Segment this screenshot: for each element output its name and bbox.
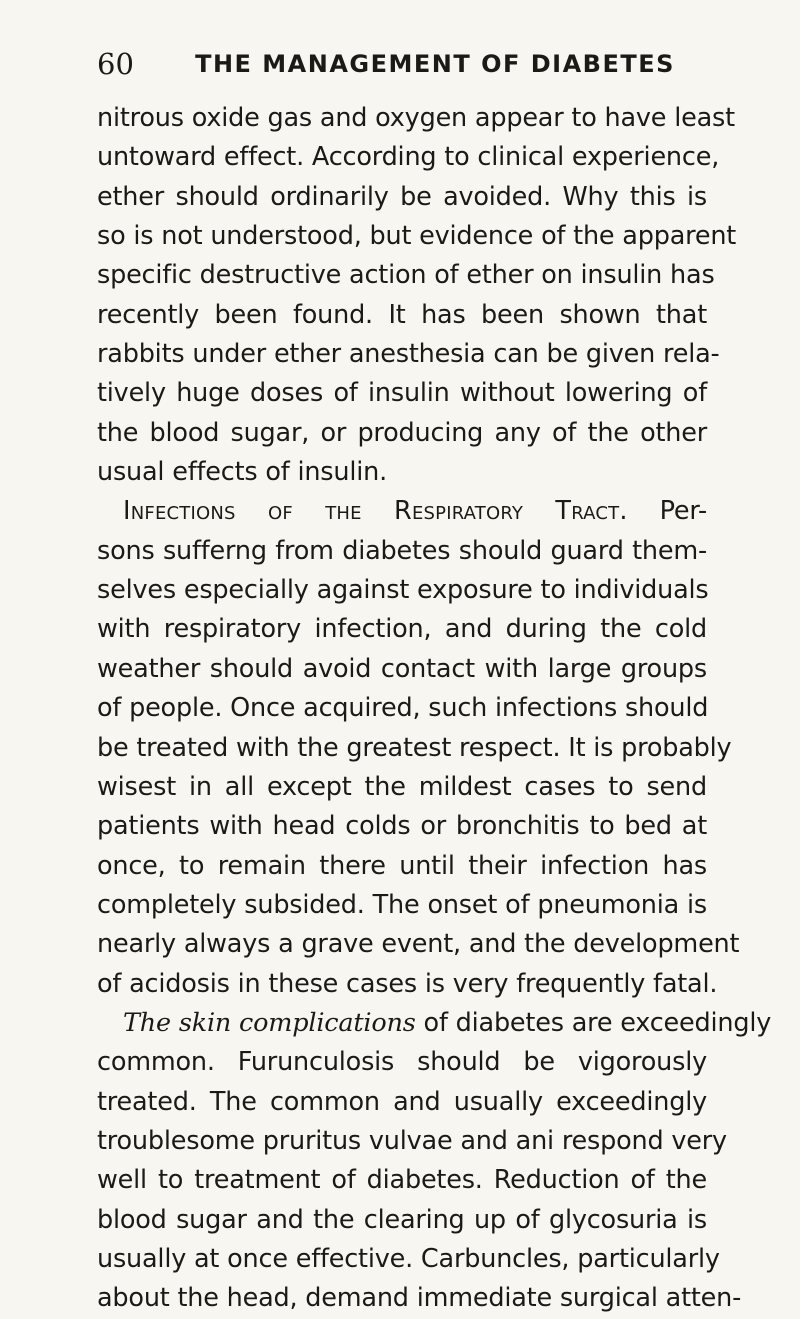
running-head: THE MANAGEMENT OF DIABETES <box>195 50 675 78</box>
text-line: sons sufferng from diabetes should guard them- <box>97 535 707 566</box>
text-line: the blood sugar, or producing any of the other <box>97 417 707 448</box>
text-line: blood sugar and the clearing up of glycosuria is <box>97 1204 707 1235</box>
text-line: with respiratory infection, and during the cold <box>97 614 707 645</box>
text-line: be treated with the greatest respect. It is probably <box>97 732 732 763</box>
text-line: about the head, demand immediate surgical atten- <box>97 1283 742 1314</box>
text-line: so is not understood, but evidence of the apparent <box>97 221 737 252</box>
text-line <box>97 492 707 531</box>
text-line: common. Furunculosis should be vigorously <box>97 1047 707 1078</box>
text-line: usually at once effective. Carbuncles, particularly <box>97 1243 720 1274</box>
text-line: well to treatment of diabetes. Reduction of the <box>97 1165 707 1196</box>
text-line: rabbits under ether anesthesia can be given rela- <box>97 339 720 370</box>
page-number: 60 <box>97 47 134 81</box>
text-line: nearly always a grave event, and the development <box>97 929 740 960</box>
text-line: recently been found. It has been shown that <box>97 299 707 330</box>
text-line: completely subsided. The onset of pneumonia is <box>97 889 707 920</box>
section-heading-respiratory: Infections of the Respiratory Tract. <box>123 496 628 527</box>
text-line: nitrous oxide gas and oxygen appear to have least <box>97 103 735 133</box>
text-line: once, to remain there until their infection has <box>97 850 707 881</box>
text-line: ether should ordinarily be avoided. Why this is <box>97 181 707 212</box>
body-text <box>97 99 772 1319</box>
text-line: troublesome pruritus vulvae and ani respond very <box>97 1125 727 1156</box>
text-line: of people. Once acquired, such infections should <box>97 693 709 724</box>
text-line: of acidosis in these cases is very frequently fatal. <box>97 968 718 999</box>
text-line: untoward effect. According to clinical experience, <box>97 142 720 173</box>
text-line: tively huge doses of insulin without lowering of <box>97 378 707 409</box>
text-line: weather should avoid contact with large groups <box>97 653 707 684</box>
text-line <box>97 1004 772 1043</box>
text-line: patients with head colds or bronchitis to bed at <box>97 811 707 842</box>
text-line: treated. The common and usually exceedingly <box>97 1086 707 1117</box>
paragraph-skin-complications <box>97 1004 772 1319</box>
text-line: usual effects of insulin. <box>97 457 387 488</box>
text-line: selves especially against exposure to individuals <box>97 575 709 606</box>
text-fragment: of diabetes are exceedingly <box>415 1007 772 1038</box>
paragraph-respiratory-infections <box>97 492 740 1003</box>
page-header <box>97 44 707 84</box>
text-line: specific destructive action of ether on insulin has <box>97 260 715 291</box>
text-line: wisest in all except the mildest cases to send <box>97 771 707 802</box>
section-heading-skin: The skin complications <box>123 1007 416 1038</box>
text-fragment: Per- <box>627 496 707 527</box>
paragraph-anesthesia <box>97 99 737 492</box>
